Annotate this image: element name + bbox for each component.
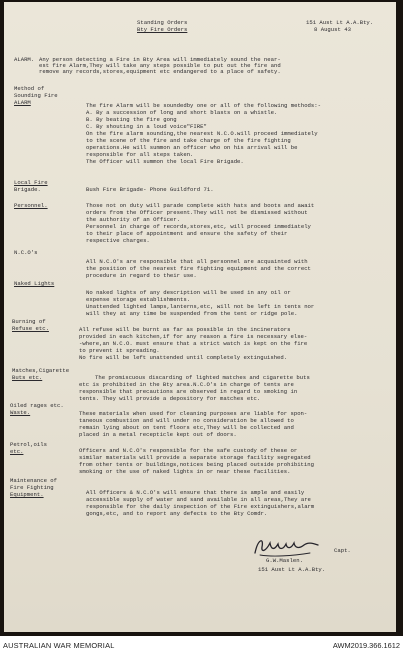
alarm-line: est fire Alarm,They will take any steps possible to put out the fire and xyxy=(39,62,281,69)
ncos-heading: N.C.O's xyxy=(14,249,38,256)
petrol-line: smoking or the use of naked lights in or near these facilities. xyxy=(79,468,291,475)
method-line: responsible for all steps taken. xyxy=(86,151,194,158)
matches-line: responsible that precautions are observed in regard to smoking in xyxy=(79,388,298,395)
ncos-line: procedure in regard to their use. xyxy=(86,272,197,279)
refuse-line: -where,an N.C.O. must ensure that a strict watch is kept on the fire xyxy=(79,340,308,347)
method-line: C. By shouting in a loud voice"FIRE" xyxy=(86,123,207,130)
alarm-line: Any person detecting a Fire in Bty Area will immediately sound the near- xyxy=(39,56,281,63)
alarm-line: remove any records,stores,equipment etc endangered to a place of safety. xyxy=(39,68,281,75)
naked-lights-line: expense storage establishments. xyxy=(86,296,191,303)
archive-reference: AWM2019.366.1612 xyxy=(332,641,400,650)
matches-line: The promiscuous discarding of lighted matches and cigarette buts xyxy=(95,374,310,381)
maintenance-heading-line: Fire Fighting xyxy=(10,484,54,491)
matches-line: tents. They will provide a depository for matches etc. xyxy=(79,395,261,402)
method-line: The fire Alarm will be soundedby one or all of the following methods:- xyxy=(86,102,321,109)
local-brigade-heading-line: Local Fire xyxy=(14,179,48,186)
personnel-line: Personnel in charge of records,stores,etc, will proceed immediately xyxy=(86,223,311,230)
refuse-line: provided in each kitchen,if for any reason a fire is necessary else- xyxy=(79,333,308,340)
method-line: to the scene of the fire and take charge of the fire fighting xyxy=(86,137,291,144)
ncos-line: All N.C.O's are responsible that all personnel are acquainted with xyxy=(86,258,308,265)
method-heading-line: Method of xyxy=(14,85,45,92)
ncos-line: the position of the nearest fire fighting equipment and the correct xyxy=(86,265,311,272)
matches-heading-line: Matches,Cigarette xyxy=(12,367,70,374)
method-line: A. By a succession of long and short blasts on a whistle. xyxy=(86,109,278,116)
local-brigade-heading-line: Brigade. xyxy=(14,186,41,193)
archive-name: AUSTRALIAN WAR MEMORIAL xyxy=(3,641,115,650)
signatory-name: G.W.Maslen. xyxy=(266,557,303,564)
document-title: Standing Orders xyxy=(137,19,188,26)
refuse-line: to prevent it spreading. xyxy=(79,347,160,354)
method-line: operations.He will summon an officer who on his arrival will be xyxy=(86,144,298,151)
personnel-heading: Personnel. xyxy=(14,202,48,209)
maintenance-heading-line: Maintenance of xyxy=(10,477,57,484)
refuse-heading-line: Refuse etc. xyxy=(12,325,49,332)
maintenance-line: accessible supply of water and sand available in all areas,They are xyxy=(86,496,311,503)
unit-name: 151 Aust Lt A.A.Bty. xyxy=(306,19,374,26)
matches-line: etc is prohibited in the Bty area.N.C.O's in charge of tents are xyxy=(79,381,294,388)
document-date: 8 August 43 xyxy=(314,26,351,33)
document-page xyxy=(4,2,396,632)
maintenance-line: gongs,etc, and to report any defects to the Bty Comdr. xyxy=(86,510,268,517)
maintenance-heading-line: Equipment. xyxy=(10,491,44,498)
petrol-line: Officers and N.C.O's responsible for the safe custody of these or xyxy=(79,447,298,454)
personnel-line: respective charges. xyxy=(86,237,150,244)
signatory-unit: 151 Aust Lt A.A.Bty. xyxy=(258,566,326,573)
naked-lights-line: will they at any time be suspended from the tent or ridge pole. xyxy=(86,310,298,317)
personnel-line: the authority of an Officer. xyxy=(86,216,180,223)
method-line: B. By beating the fire gong xyxy=(86,116,177,123)
personnel-line: orders from the Officer present.They will not be dismissed without xyxy=(86,209,308,216)
document-subtitle: Bty Fire Orders xyxy=(137,26,188,33)
method-heading-line: ALARM xyxy=(14,99,31,106)
maintenance-line: All Officers & N.C.O's will ensure that there is ample and easily xyxy=(86,489,305,496)
refuse-line: All refuse will be burnt as far as possible in the incinerators xyxy=(79,326,291,333)
personnel-line: Those not on duty will parade complete with hats and boots and await xyxy=(86,202,315,209)
naked-lights-heading: Naked Lights xyxy=(14,280,55,287)
matches-heading-line: Buts etc. xyxy=(12,374,43,381)
refuse-heading-line: Burning of xyxy=(12,318,46,325)
maintenance-line: responsible for the daily inspection of the Fire extinguishers,alarm xyxy=(86,503,315,510)
alarm-heading: ALARM. xyxy=(14,56,35,63)
petrol-heading-line: Petrol,oils xyxy=(10,441,47,448)
archive-footer xyxy=(0,636,403,653)
personnel-line: to their place of appointment and ensure the safety of their xyxy=(86,230,288,237)
method-line: On the fire alarm sounding,the nearest N.C.O.will proceed immediately xyxy=(86,130,318,137)
oiled-line: placed in a metal recepticle kept out of doors. xyxy=(79,431,237,438)
oiled-heading-line: Waste. xyxy=(10,409,31,416)
local-brigade-text: Bush Fire Brigade- Phone Guildford 71. xyxy=(86,186,214,193)
signatory-rank: Capt. xyxy=(334,547,351,554)
refuse-line: No fire will be left unattended until completely extinguished. xyxy=(79,354,288,361)
method-line: The Officer will summon the local Fire Brigade. xyxy=(86,158,244,165)
petrol-line: similar materials will provide a separate storage facility segregated xyxy=(79,454,311,461)
oiled-line: taneous combustion and will under no consideration be allowed to xyxy=(79,417,294,424)
oiled-line: These materials when used for cleaning purposes are liable for spon- xyxy=(79,410,308,417)
naked-lights-line: Unattended lighted lamps,lanterns,etc, will not be left in tents nor xyxy=(86,303,315,310)
naked-lights-line: No naked lights of any description will be used in any oil or xyxy=(86,289,291,296)
petrol-line: from other tents or buildings,notices being placed outside prohibiting xyxy=(79,461,314,468)
method-heading-line: Sounding Fire xyxy=(14,92,58,99)
petrol-heading-line: etc. xyxy=(10,448,24,455)
oiled-heading-line: Oiled rages etc. xyxy=(10,402,64,409)
oiled-line: remain lying about on tent floors etc,They will be collected and xyxy=(79,424,294,431)
